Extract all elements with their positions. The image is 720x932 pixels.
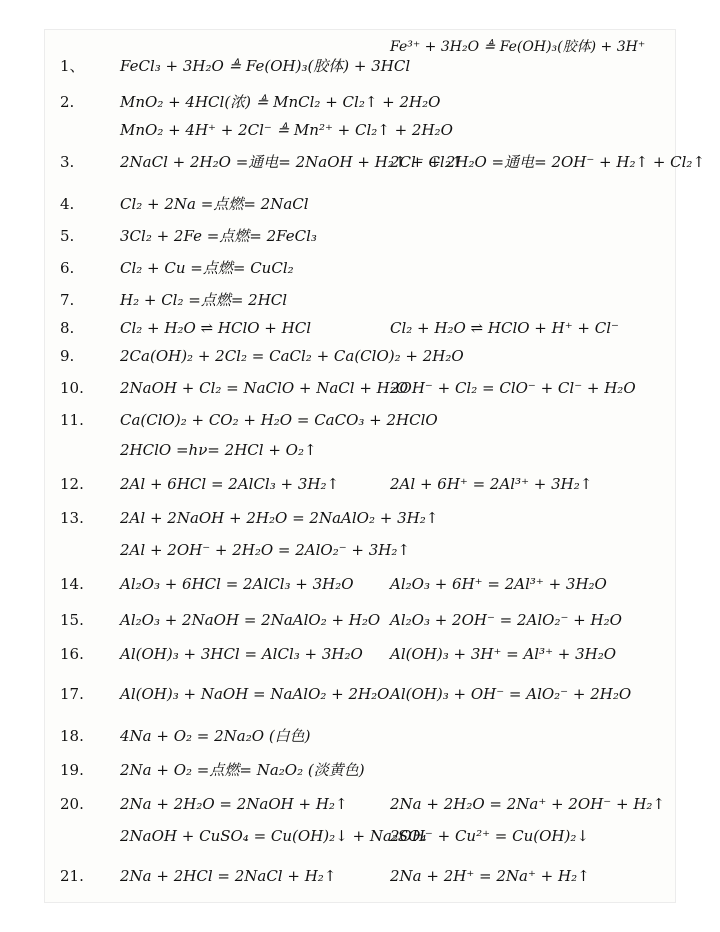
equation-left: MnO₂ + 4H⁺ + 2Cl⁻ ≜ Mn²⁺ + Cl₂↑ + 2H₂O — [120, 121, 453, 139]
equation-left: 2Na + 2HCl = 2NaCl + H₂↑ — [120, 867, 337, 885]
line-number: 6. — [60, 259, 75, 277]
equation-left: Cl₂ + 2Na =点燃= 2NaCl — [120, 195, 309, 213]
line-number: 10. — [60, 379, 84, 397]
line-number: 15. — [60, 611, 84, 629]
equation-left: 2Ca(OH)₂ + 2Cl₂ = CaCl₂ + Ca(ClO)₂ + 2H₂O — [120, 347, 464, 365]
equation-right: 2OH⁻ + Cu²⁺ = Cu(OH)₂↓ — [390, 827, 589, 845]
equation-right: 2Al + 6H⁺ = 2Al³⁺ + 3H₂↑ — [390, 475, 593, 493]
line-number: 5. — [60, 227, 75, 245]
equation-right: 2Na + 2H₂O = 2Na⁺ + 2OH⁻ + H₂↑ — [390, 795, 665, 813]
equation-left: 4Na + O₂ = 2Na₂O (白色) — [120, 727, 311, 745]
line-number: 16. — [60, 645, 84, 663]
line-number: 11. — [60, 411, 84, 429]
equation-left: 2NaOH + Cl₂ = NaClO + NaCl + H₂O — [120, 379, 409, 397]
equation-left: 2Al + 6HCl = 2AlCl₃ + 3H₂↑ — [120, 475, 340, 493]
equation-left: Cl₂ + Cu =点燃= CuCl₂ — [120, 259, 294, 277]
equation-right: Al(OH)₃ + 3H⁺ = Al³⁺ + 3H₂O — [390, 645, 617, 663]
equation-left: Al(OH)₃ + 3HCl = AlCl₃ + 3H₂O — [120, 645, 363, 663]
line-number: 2. — [60, 93, 75, 111]
equation-left: H₂ + Cl₂ =点燃= 2HCl — [120, 291, 288, 309]
equation-right: Al₂O₃ + 6H⁺ = 2Al³⁺ + 3H₂O — [390, 575, 607, 593]
line-number: 3. — [60, 153, 75, 171]
line-number: 21. — [60, 867, 84, 885]
line-number: 17. — [60, 685, 84, 703]
line-number: 12. — [60, 475, 84, 493]
equation-left: 2HClO =hν= 2HCl + O₂↑ — [120, 441, 317, 459]
equation-right: 2OH⁻ + Cl₂ = ClO⁻ + Cl⁻ + H₂O — [390, 379, 636, 397]
equation-left: Al₂O₃ + 6HCl = 2AlCl₃ + 3H₂O — [120, 575, 354, 593]
equation-left: 2Al + 2NaOH + 2H₂O = 2NaAlO₂ + 3H₂↑ — [120, 509, 439, 527]
line-number: 20. — [60, 795, 84, 813]
equation-left: 2NaOH + CuSO₄ = Cu(OH)₂↓ + Na₂SO₄ — [120, 827, 427, 845]
equation-right: 2Cl⁻ + 2H₂O =通电= 2OH⁻ + H₂↑ + Cl₂↑ — [390, 153, 706, 171]
equation-right: 2Na + 2H⁺ = 2Na⁺ + H₂↑ — [390, 867, 590, 885]
equation-right: Cl₂ + H₂O ⇌ HClO + H⁺ + Cl⁻ — [390, 319, 619, 337]
equation-left: 2Na + O₂ =点燃= Na₂O₂ (淡黄色) — [120, 761, 365, 779]
line-number: 8. — [60, 319, 75, 337]
equation-right: Al₂O₃ + 2OH⁻ = 2AlO₂⁻ + H₂O — [390, 611, 622, 629]
equation-left: Al₂O₃ + 2NaOH = 2NaAlO₂ + H₂O — [120, 611, 381, 629]
equation-left: Cl₂ + H₂O ⇌ HClO + HCl — [120, 319, 312, 337]
equation-left: 2Al + 2OH⁻ + 2H₂O = 2AlO₂⁻ + 3H₂↑ — [120, 541, 410, 559]
equation-right: Al(OH)₃ + OH⁻ = AlO₂⁻ + 2H₂O — [390, 685, 632, 703]
line-number: 18. — [60, 727, 84, 745]
line-number: 19. — [60, 761, 84, 779]
equation-left: 2Na + 2H₂O = 2NaOH + H₂↑ — [120, 795, 348, 813]
line-number: 1、 — [60, 57, 85, 75]
line-number: 13. — [60, 509, 84, 527]
equation-left: 3Cl₂ + 2Fe =点燃= 2FeCl₃ — [120, 227, 317, 245]
equation-left: 2NaCl + 2H₂O =通电= 2NaOH + H₂↑ + Cl₂↑ — [120, 153, 464, 171]
equation-left: FeCl₃ + 3H₂O ≜ Fe(OH)₃(胶体) + 3HCl — [120, 57, 411, 75]
line-number: 4. — [60, 195, 75, 213]
line-number: 9. — [60, 347, 75, 365]
line-number: 14. — [60, 575, 84, 593]
equation-left: Al(OH)₃ + NaOH = NaAlO₂ + 2H₂O — [120, 685, 390, 703]
ionic-equation-1: Fe³⁺ + 3H₂O ≜ Fe(OH)₃(胶体) + 3H⁺ — [390, 39, 646, 55]
equation-left: MnO₂ + 4HCl(浓) ≜ MnCl₂ + Cl₂↑ + 2H₂O — [120, 93, 441, 111]
equation-left: Ca(ClO)₂ + CO₂ + H₂O = CaCO₃ + 2HClO — [120, 411, 438, 429]
line-number: 7. — [60, 291, 75, 309]
